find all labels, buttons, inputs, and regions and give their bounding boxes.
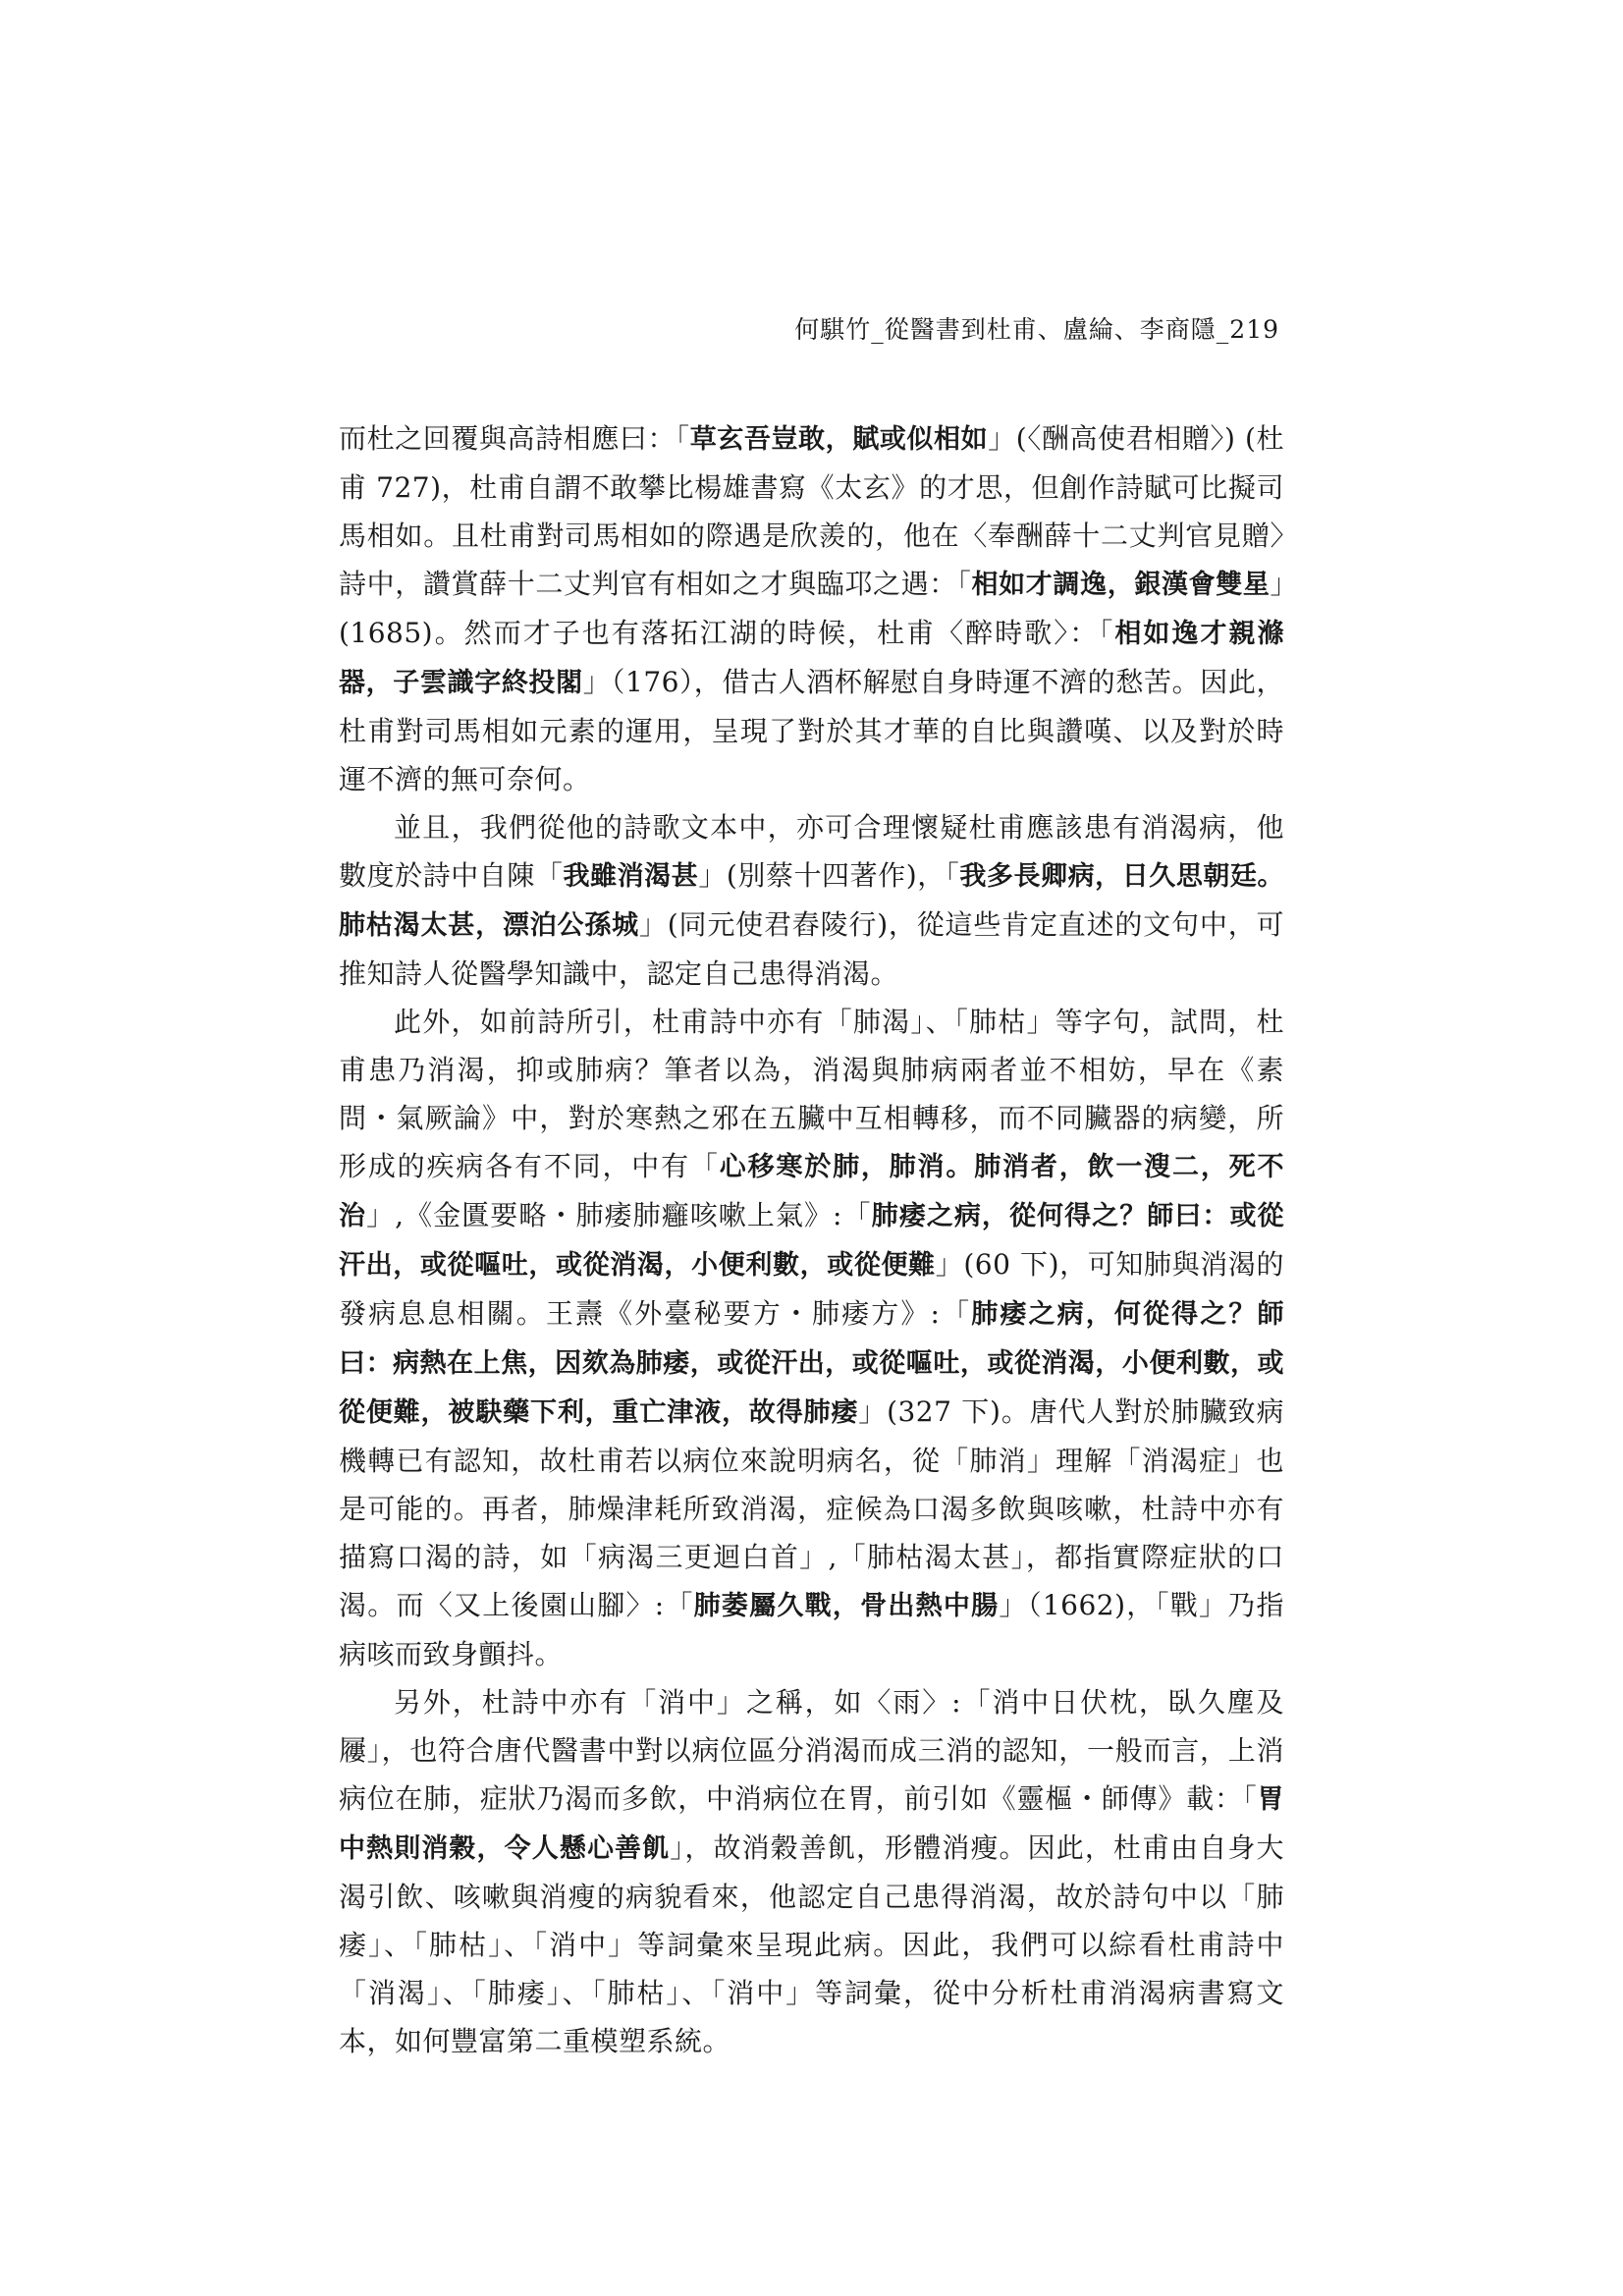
text-run: 另外，杜詩中亦有「消中」之稱，如〈雨〉:「消中日伏枕，臥久塵及屨」，也符合唐代醫書中對以病位區分消渴而成三消的認知，一般而言，上消病位在肺，症狀乃渴而多飲，中消病位在胃，前引如《靈樞・師傳》載：「	[339, 1686, 1284, 1815]
quotation-text: 肺萎屬久戰，骨出熱中腸	[693, 1591, 1000, 1621]
paragraph-4	[339, 1678, 1284, 2065]
running-header: 何騏竹_從醫書到杜甫、盧綸、李商隱_219	[794, 315, 1279, 344]
quotation-text: 草玄吾豈敢，賦或似相如	[689, 424, 989, 455]
text-run: 」(別蔡十四著作)，「	[698, 859, 960, 892]
text-run: 」(327 下)。唐代人對於肺臟致病機轉已有認知，故杜甫若以病位來說明病名，從「肺消」理解「消渴症」也是可能的。再者，肺燥津耗所致消渴，症候為口渴多飲與咳嗽，杜詩中亦有描寫口渴的詩，如「病渴三更迴白首」,「肺枯渴太甚」，都指實際症狀的口渴。而〈又上後園山腳〉:「	[339, 1395, 1285, 1621]
text-run: 」（1662)，「戰」乃指病咳而致身顫抖。	[339, 1589, 1285, 1670]
text-run: 」，故消穀善飢，形體消瘦。因此，杜甫由自身大渴引飲、咳嗽與消瘦的病貌看來，他認定自己患得消渴，故於詩句中以「肺痿」、「肺枯」、「消中」等詞彙來呈現此病。因此，我們可以綜看杜甫詩中「消渴」、「肺痿」、「肺枯」、「消中」等詞彙，從中分析杜甫消渴病書寫文本，如何豐富第二重模塑系統。	[339, 1831, 1285, 2057]
paragraph-3	[339, 998, 1284, 1678]
quotation-text: 胃中熱則消穀，令人懸心善飢	[339, 1784, 1284, 1864]
text-run: 」(60 下)，可知肺與消渴的發病息息相關。王燾《外臺秘要方・肺痿方》:「	[339, 1248, 1284, 1330]
text-run: 」（176），借古人酒杯解慰自身時運不濟的愁苦。因此，杜甫對司馬相如元素的運用，呈現了對於其才華的自比與讚嘆、以及對於時運不濟的無可奈何。	[339, 666, 1285, 795]
text-run: 」(〈酬高使君相贈〉) (杜甫 727)，杜甫自謂不敢攀比楊雄書寫《太玄》的才思，但創作詩賦可比擬司馬相如。且杜甫對司馬相如的際遇是欣羨的，他在〈奉酬薛十二丈判官見贈〉詩中，讚賞薛十二丈判官有相如之才與臨邛之遇：「	[339, 422, 1284, 600]
text-run: 而杜之回覆與高詩相應曰：「	[339, 422, 690, 455]
paragraph-2	[339, 803, 1284, 998]
quotation-text: 肺痿之病，何從得之？師曰：病熱在上焦，因欬為肺痿，或從汗出，或從嘔吐，或從消渴，小便利數，或從便難，被駃藥下利，重亡津液，故得肺痿	[339, 1299, 1285, 1428]
quotation-text: 心移寒於肺，肺消。肺消者，飲一溲二，死不治	[339, 1152, 1284, 1231]
paragraph-1	[339, 414, 1284, 803]
quotation-text: 肺痿之病，從何得之？師曰：或從汗出，或從嘔吐，或從消渴，小便利數，或從便難	[339, 1201, 1285, 1281]
text-run: 並且，我們從他的詩歌文本中，亦可合理懷疑杜甫應該患有消渴病，他數度於詩中自陳「	[339, 811, 1284, 892]
text-run: 此外，如前詩所引，杜甫詩中亦有「肺渴」、「肺枯」等字句，試問，杜甫患乃消渴，抑或肺病？筆者以為，消渴與肺病兩者並不相妨，早在《素問・氣厥論》中，對於寒熱之邪在五臟中互相轉移，而不同臟器的病變，所形成的疾病各有不同，中有「	[339, 1006, 1284, 1182]
body-text	[339, 414, 1284, 2065]
text-run: 」(同元使君舂陵行)，從這些肯定直述的文句中，可推知詩人從醫學知識中，認定自己患得消渴。	[339, 908, 1285, 990]
quotation-text: 我多長卿病，日久思朝廷。肺枯渴太甚，漂泊公孫城	[339, 861, 1285, 941]
quotation-text: 相如才調逸，銀漢會雙星	[971, 570, 1271, 600]
text-run: 」(1685)。然而才子也有落拓江湖的時候，杜甫〈醉時歌〉：「	[339, 568, 1284, 649]
quotation-text: 相如逸才親滌器，子雲識字終投閣	[339, 619, 1285, 698]
text-run: 」,《金匱要略・肺痿肺癰咳嗽上氣》:「	[366, 1199, 872, 1231]
quotation-text: 我雖消渴甚	[563, 861, 699, 892]
